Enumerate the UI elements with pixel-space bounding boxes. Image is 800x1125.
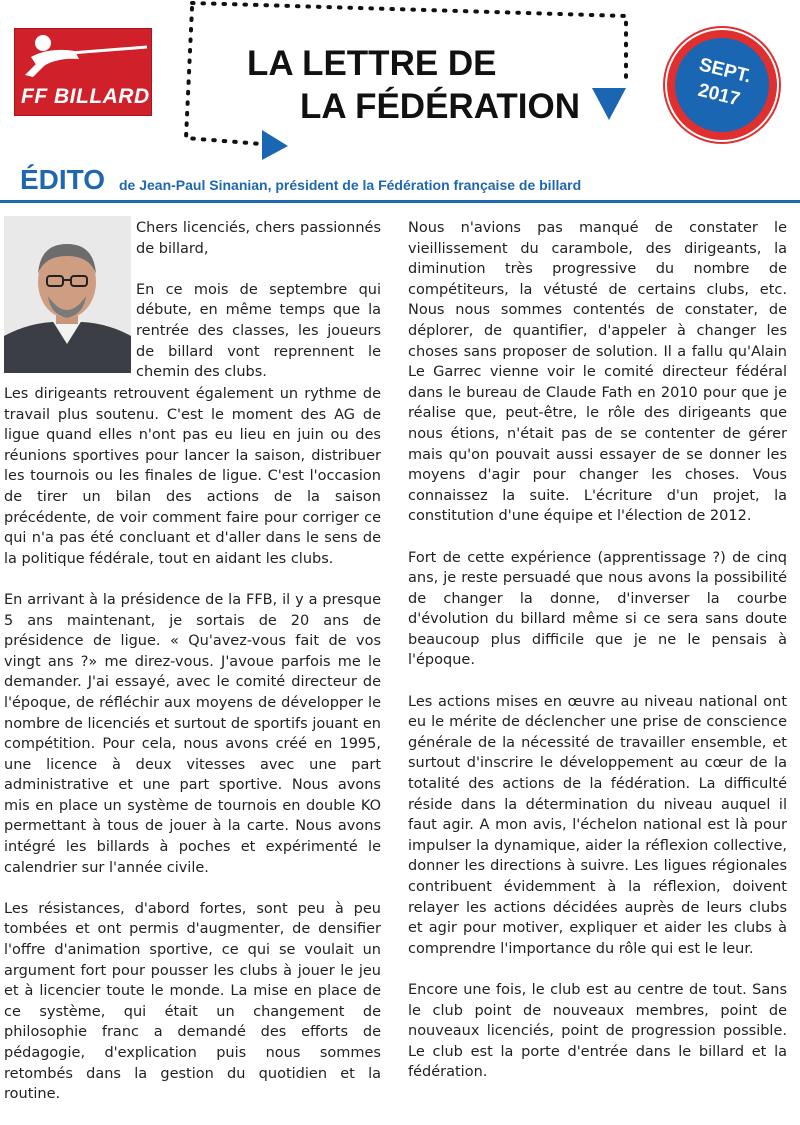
badge-month: SEPT. bbox=[696, 54, 754, 88]
intro-paragraph: En ce mois de septembre qui débute, en même temps que la rentrée des classes, les joueurs de billard vont reprennent le chemin des clubs. bbox=[136, 281, 381, 381]
author-photo bbox=[4, 216, 131, 373]
badge-year: 2017 bbox=[695, 79, 743, 111]
heading-rule bbox=[0, 200, 800, 203]
edito-intro bbox=[136, 218, 381, 403]
date-badge bbox=[667, 30, 777, 140]
intro-paragraph: Chers licenciés, chers passionnés de billard, bbox=[136, 220, 381, 257]
article-column-left bbox=[4, 384, 381, 1125]
article-column-right bbox=[408, 218, 787, 1104]
edito-byline: de Jean-Paul Sinanian, président de la Fédération française de billard bbox=[119, 177, 582, 193]
paragraph: Encore une fois, le club est au centre de tout. Sans le club point de nouveaux membres, point de nouveaux licenciés, point de progression possible. Le club est la porte d'entrée dans le billard et la fédération. bbox=[408, 981, 787, 1081]
paragraph: Fort de cette expérience (apprentissage ?) de cinq ans, je reste persuadé que nous avons la possibilité de changer la donne, d'inverser la courbe d'évolution du billard même si ce sera sans doute beaucoup plus difficile que je ne le pensais à l'époque. bbox=[408, 549, 787, 669]
paragraph: En arrivant à la présidence de la FFB, il y a presque 5 ans maintenant, je sortais de 20 ans de présidence de ligue. « Qu'avez-vous fait de vos vingt ans ?» me direz-vous. J'avoue parfois me le demander. J'ai essayé, avec le comité directeur de l'époque, de réfléchir aux moyens de développer le nombre de licenciés et surtout de sportifs jouant en compétition. Pour cela, nous avons créé en 1995, une licence à deux vitesses avec une part administrative et une part sportive. Nous avons mis en place un système de tournois en double KO permettant à tous de jouer à la carte. Nous avons intégré les billards à poches et expérimenté le calendrier sur l'année civile. bbox=[4, 591, 381, 876]
newsletter-title-line1: LA LETTRE DE bbox=[247, 44, 497, 83]
edito-label: ÉDITO bbox=[20, 164, 106, 195]
paragraph: Les actions mises en œuvre au niveau national ont eu le mérite de déclencher une prise de conscience générale de la nécessité de travailler ensemble, et surtout d'inscrire le développement au cœur de la totalité des actions de la fédération. La difficulté réside dans la détermination du niveau auquel il faut agir. A mon avis, l'échelon national est là pour impulser la dynamique, aider la réflexion collective, donner les directions à suivre. Les ligues régionales contribuent évidemment à la réflexion, doivent relayer les actions décidées auprès de leurs clubs et agir pour motiver, expliquer et aider les clubs à comprendre l'importance du rôle qui est le leur. bbox=[408, 693, 787, 957]
arrow-down-icon bbox=[592, 88, 626, 120]
paragraph: Les dirigeants retrouvent également un rythme de travail plus soutenu. C'est le moment des AG de ligue quand elles n'ont pas eu lieu en juin ou des réunions sportives pour lancer la saison, distribuer les tournois ou les finales de ligue. C'est l'occasion de tirer un bilan des actions de la saison précédente, de voir comment faire pour corriger ce qui n'a pas été concluant et d'aller dans le sens de la politique fédérale, tout en aidant les clubs. bbox=[4, 386, 381, 567]
newsletter-title-line2: LA FÉDÉRATION bbox=[300, 87, 580, 126]
paragraph: Les résistances, d'abord fortes, sont peu à peu tombées et ont permis d'augmenter, de densifier l'offre d'animation sportive, ce qui se voulait un argument fort pour pousser les clubs à jouer le jeu et à licencier toute le monde. La mise en place de ce système, qui était un changement de philosophie franc a demandé des efforts de pédagogie, d'explication puis nous sommes retombés dans la gestion du quotidien et la routine. bbox=[4, 900, 381, 1103]
portrait-icon bbox=[4, 216, 131, 373]
paragraph: Nous n'avions pas manqué de constater le vieillissement du carambole, des dirigeants, la diminution très progressive du nombre de compétiteurs, la vétusté de certains clubs, etc. Nous nous sommes contentés de constater, de déplorer, de quantifier, d'appeler à changer les choses sans proposer de solution. Il a fallu qu'Alain Le Garrec vienne voir le comité directeur fédéral dans le bureau de Claude Fath en 2010 pour que je réalise que, peut-être, le rôle des dirigeants que nous étions, n'était pas de se contenter de gérer mais qu'on pouvait aussi essayer de se donner les moyens d'agir pour changer les choses. Vous connaissez la suite. L'écriture d'un projet, la constitution d'une équipe et l'élection de 2012. bbox=[408, 220, 787, 525]
logo-text: FF BILLARD bbox=[21, 85, 150, 108]
arrow-right-icon bbox=[262, 130, 288, 160]
